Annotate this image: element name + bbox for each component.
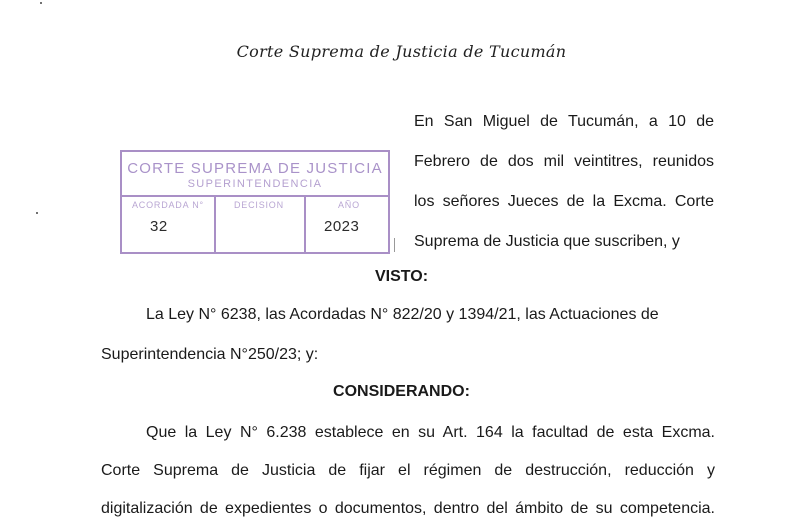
stamp-number: 32 bbox=[150, 218, 168, 235]
considerando-line-1: Que la Ley N° 6.238 establece en su Art. 164 la facultad de esta Excma. bbox=[146, 424, 715, 441]
considerando-line-3: digitalización de expedientes o documentos, dentro del ámbito de su competencia. bbox=[101, 500, 715, 517]
court-header: Corte Suprema de Justicia de Tucumán bbox=[236, 42, 567, 61]
intro-line-4: Suprema de Justicia que suscriben, y bbox=[414, 233, 680, 250]
stamp-title: CORTE SUPREMA DE JUSTICIA bbox=[127, 160, 383, 177]
stamp-year: 2023 bbox=[324, 218, 360, 235]
stamp-year-header: AÑO bbox=[338, 200, 360, 210]
scan-speck bbox=[40, 2, 42, 4]
considerando-line-2: Corte Suprema de Justicia de fijar el régimen de destrucción, reducción y bbox=[101, 462, 715, 479]
intro-line-2: Febrero de dos mil veintitres, reunidos bbox=[414, 153, 714, 170]
scan-speck bbox=[36, 212, 38, 214]
stamp-decision-header: DECISION bbox=[234, 200, 284, 210]
stamp-divider bbox=[122, 195, 388, 197]
stamp-column-divider bbox=[304, 195, 306, 252]
visto-line-2: Superintendencia N°250/23; y: bbox=[101, 346, 319, 363]
visto-heading: VISTO: bbox=[374, 268, 429, 285]
intro-line-1: En San Miguel de Tucumán, a 10 de bbox=[414, 113, 714, 130]
intro-paragraph bbox=[414, 113, 714, 273]
scan-mark bbox=[394, 238, 395, 252]
stamp-subtitle: SUPERINTENDENCIA bbox=[187, 178, 323, 190]
superintendencia-stamp bbox=[120, 150, 390, 254]
intro-line-3: los señores Jueces de la Excma. Corte bbox=[414, 193, 714, 210]
visto-line-1: La Ley N° 6238, las Acordadas N° 822/20 y 1394/21, las Actuaciones de bbox=[146, 306, 659, 323]
stamp-acordada-header: ACORDADA N° bbox=[132, 200, 204, 210]
considerando-heading: CONSIDERANDO: bbox=[333, 383, 470, 400]
stamp-column-divider bbox=[214, 195, 216, 252]
